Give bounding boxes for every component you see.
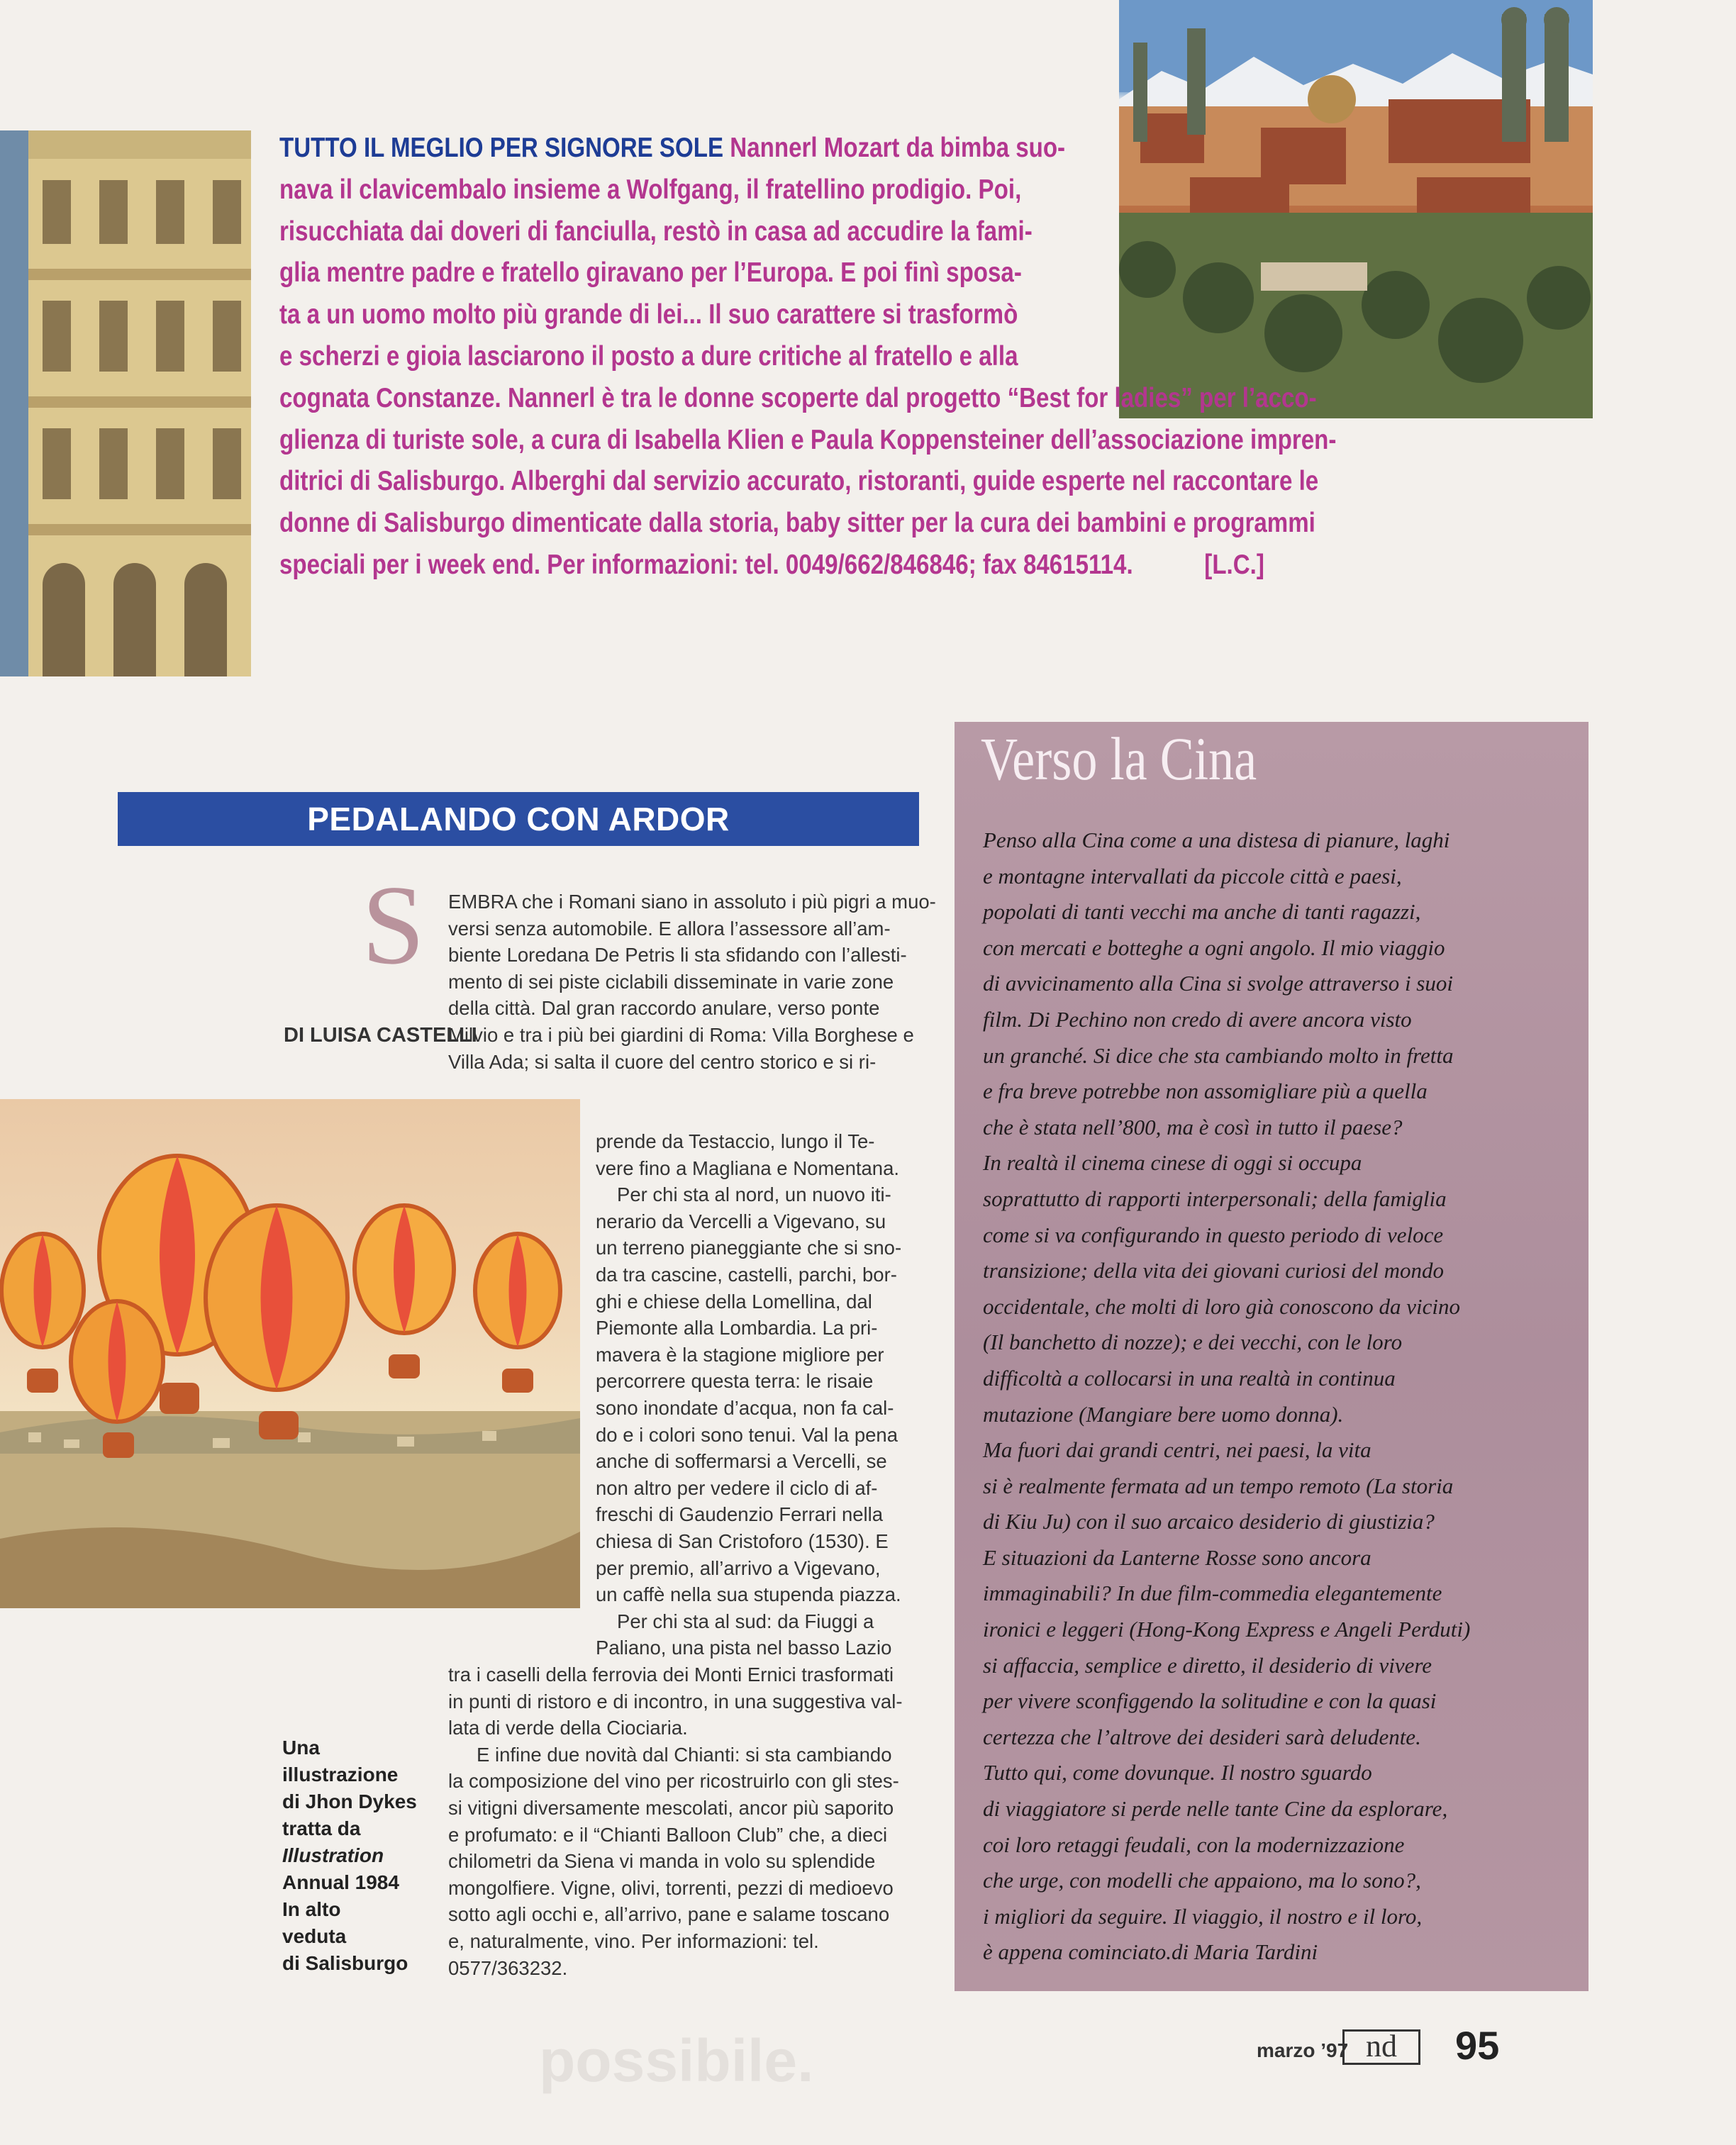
cina-last-line: è appena cominciato.di Maria Tardini (983, 1939, 1318, 1965)
balloon-illustration (0, 1099, 580, 1608)
top-article-line: ta a un uomo molto più grande di lei... Il suo carattere si trasformò (279, 299, 1018, 330)
top-article (279, 128, 1337, 586)
ardor-title-bar: PEDALANDO CON ARDOR (118, 792, 919, 846)
cina-body: Penso alla Cina come a una distesa di pianure, laghi e montagne intervallati da piccole città e paesi, popolati di tanti vecchi ma anche di tanti ragazzi, con mercati e botteghe a ogni angolo. Il mio viaggio di avvicinamento alla Cina si svolge attraverso i suoi film. Di Pechino non credo di avere ancora visto un granché. Si dice che sta cambiando molto in fretta e fra breve potrebbe non assomigliare più a quella che è stata nell’800, ma è così in tutto il paese? In realtà il cinema cinese di oggi si occupa soprattutto di rapporti interpersonali; della famiglia come si va configurando in questo periodo di veloce transizione; della vita dei giovani curiosi del mondo occidentale, che molti di loro già conoscono da vicino (Il banchetto di nozze); e dei vecchi, con le loro difficoltà a collocarsi in una realtà in continua mutazione (Mangiare bere uomo donna). Ma fuori dai grandi centri, nei paesi, la vita si è realmente fermata ad un tempo remoto (La storia di Kiu Ju) con il suo arcaico desiderio di giustizia? E situazioni da Lanterne Rosse sono ancora immaginabili? In due film-commedia elegantemente ironici e leggeri (Hong-Kong Express e Angeli Perduti) si affaccia, semplice e diretto, il desiderio di vivere per vivere sconfiggendo la solitudine e con la quasi certezza che l’altrove dei desideri sarà deludente. Tutto qui, come dovunque. Il nostro sguardo di viaggiatore si perde nelle tante Cine da esplorare, coi loro retaggi feudali, con la modernizzazione che urge, con modelli che appaiono, ma lo sono?, i migliori da seguire. Il viaggio, il nostro e il loro, è appena cominciato.di Maria Tardini (983, 823, 1563, 1971)
building-photo (0, 130, 251, 676)
top-article-line: cognata Constanze. Nannerl è tra le donne scoperte dal progetto “Best for ladies” per l’acco- (279, 382, 1317, 413)
magazine-logo: nd (1342, 2029, 1420, 2065)
drop-cap: S (362, 862, 425, 988)
byline: DI LUISA CASTELLI (284, 1024, 477, 1047)
top-article-line: glia mentre padre e fratello giravano per l’Europa. E poi finì sposa- (279, 257, 1022, 289)
ardor-text-top: EMBRA che i Romani siano in assoluto i più pigri a muo- versi senza automobile. E allora l’assessore all’am- biente Loredana De Petris li sta sfidando con l’allesti- mento di sei piste ciclabili disseminate in varie zone della città. Dal gran raccordo anulare, verso ponte Milvio e tra i più bei giardini di Roma: Villa Borghese e Villa Ada; si salta il cuore del centro storico e si ri- (448, 891, 936, 1073)
top-article-line: risucchiata dai doveri di fanciulla, restò in casa ad accudire la fami- (279, 216, 1033, 247)
top-article-line-1: TUTTO IL MEGLIO PER SIGNORE SOLE Nannerl Mozart da bimba suo- (279, 133, 1066, 163)
top-article-last-line: speciali per i week end. Per informazioni: tel. 0049/662/846846; fax 84615114. [L.C.] (279, 545, 1264, 586)
top-article-line: e scherzi e gioia lasciarono il posto a dure critiche al fratello e alla (279, 340, 1018, 372)
top-article-line: donne di Salisburgo dimenticate dalla storia, baby sitter per la cura dei bambini e programmi (279, 508, 1315, 539)
issue-date: marzo ’97 (1257, 2039, 1349, 2061)
show-through-text: possibile. (539, 2027, 814, 2094)
illustration-caption: Una illustrazione di Jhon Dykes tratta da Illustration Annual 1984 In alto veduta di Salisburgo (282, 1737, 417, 1974)
page-number: 95 (1455, 2023, 1500, 2068)
top-article-line: nava il clavicembalo insieme a Wolfgang, il fratellino prodigio. Poi, (279, 174, 1022, 205)
ardor-text-bottom: tra i caselli della ferrovia dei Monti Ernici trasformati in punti di ristoro e di incontro, in una suggestiva val- lata di verde della Ciociaria. E infine due novità dal Chianti: si sta cambiando la composizione del vino per ricostruirlo con gli stes- si vitigni diversamente mescolati, ancor più saporito e profumato: e il “Chianti Balloon Club” che, a dieci chilometri da Siena vi manda in volo su splendide mongolfiere. Vigne, olivi, torrenti, pezzi di medioevo sotto agli occhi e, all’arrivo, pane e salame toscano e, naturalmente, vino. Per informazioni: tel. 0577/363232. (448, 1664, 903, 1979)
cina-author: di Maria Tardini (1172, 1939, 1318, 1965)
top-article-heading: TUTTO IL MEGLIO PER SIGNORE SOLE (279, 133, 724, 163)
top-article-signature: [L.C.] (1204, 549, 1264, 580)
ardor-text-right: prende da Testaccio, lungo il Te- vere fino a Magliana e Nomentana. Per chi sta al nord, un nuovo iti- nerario da Vercelli a Vigevano, su un terreno pianeggiante che si sno- da tra cascine, castelli, parchi, bor- ghi e chiese della Lomellina, dal Piemonte alla Lombardia. La pri- mavera è la stagione migliore per percorrere questa terra: le risaie sono inondate d’acqua, non fa cal- do e i colori sono tenui. Val la pena anche di soffermarsi a Vercelli, se non altro per vedere il ciclo di af- freschi di Gaudenzio Ferrari nella chiesa di San Cristoforo (1530). E per premio, all’arrivo a Vigevano, un caffè nella sua stupenda piazza. Per chi sta al sud: da Fiuggi a Paliano, una pista nel basso Lazio (596, 1130, 902, 1659)
top-article-line: glienza di turiste sole, a cura di Isabella Klien e Paula Koppensteiner dell’associazione impren- (279, 424, 1337, 455)
cina-title: Verso la Cina (981, 725, 1257, 793)
top-article-line: ditrici di Salisburgo. Alberghi dal servizio accurato, ristoranti, guide esperte nel raccontare le (279, 466, 1319, 497)
